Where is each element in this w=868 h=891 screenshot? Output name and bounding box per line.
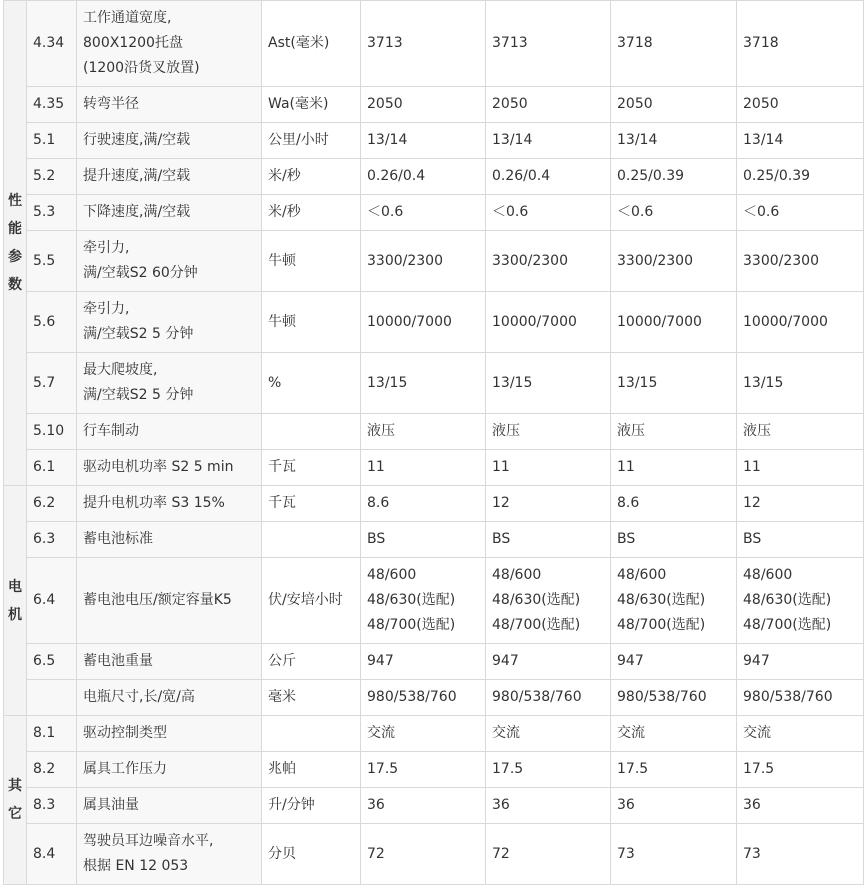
model-value-line: 交流 [743, 725, 771, 741]
model-value-1 [361, 231, 486, 292]
model-value-line: 73 [617, 845, 635, 862]
table-row [4, 195, 864, 231]
parameter-name [77, 680, 262, 716]
table-row [4, 87, 864, 123]
table-row [4, 159, 864, 195]
model-value-1 [361, 450, 486, 486]
row-number: 6.2 [27, 486, 77, 522]
table-row [4, 231, 864, 292]
parameter-name [77, 450, 262, 486]
parameter-name-line: 驱动电机功率 S2 5 min [83, 459, 234, 475]
model-value-line: 947 [617, 653, 644, 669]
model-value-3 [611, 1, 737, 87]
parameter-name [77, 824, 262, 885]
model-value-1 [361, 353, 486, 414]
model-value-line: 17.5 [367, 761, 399, 777]
model-value-2 [486, 486, 611, 522]
model-value-line: 17.5 [743, 761, 775, 777]
model-value-4 [737, 123, 864, 159]
parameter-name-line: 蓄电池重量 [83, 653, 153, 669]
model-value-line: 11 [743, 459, 761, 475]
model-value-4 [737, 231, 864, 292]
model-value-2 [486, 824, 611, 885]
parameter-unit: 牛顿 [262, 231, 361, 292]
model-value-line: 947 [743, 653, 770, 669]
model-value-line: 13/15 [367, 374, 408, 391]
model-value-2 [486, 644, 611, 680]
model-value-4 [737, 644, 864, 680]
row-number: 8.2 [27, 752, 77, 788]
parameter-name-line: 转弯半径 [83, 96, 139, 112]
table-row [4, 522, 864, 558]
model-value-line: 48/600 [617, 567, 667, 583]
model-value-4 [737, 522, 864, 558]
parameter-name-line: 提升电机功率 S3 15% [83, 495, 225, 511]
table-row [4, 558, 864, 644]
table-row [4, 414, 864, 450]
parameter-name [77, 195, 262, 231]
row-number: 5.3 [27, 195, 77, 231]
parameter-name [77, 788, 262, 824]
parameter-name [77, 486, 262, 522]
model-value-line: 3300/2300 [617, 252, 693, 269]
section-char: 参 [8, 249, 22, 265]
model-value-1 [361, 752, 486, 788]
model-value-line: 2050 [617, 96, 653, 112]
parameter-unit: 米/秒 [262, 159, 361, 195]
model-value-line: 13/14 [617, 132, 658, 148]
model-value-2 [486, 788, 611, 824]
parameter-name-line: 工作通道宽度, [83, 10, 172, 26]
model-value-line: 980/538/760 [367, 689, 457, 705]
model-value-line: 72 [492, 845, 510, 862]
row-number: 5.7 [27, 353, 77, 414]
parameter-name [77, 231, 262, 292]
section-char: 数 [8, 277, 22, 293]
model-value-3 [611, 752, 737, 788]
model-value-2 [486, 716, 611, 752]
parameter-name-line: 800X1200托盘 [83, 35, 183, 51]
model-value-3 [611, 644, 737, 680]
model-value-line: 12 [743, 495, 761, 511]
model-value-line: 72 [367, 845, 385, 862]
model-value-line: BS [492, 531, 511, 547]
model-value-4 [737, 87, 864, 123]
parameter-unit: 牛顿 [262, 292, 361, 353]
model-value-line: 947 [367, 653, 394, 669]
model-value-2 [486, 1, 611, 87]
model-value-line: 11 [617, 459, 635, 475]
model-value-1 [361, 522, 486, 558]
model-value-1 [361, 292, 486, 353]
model-value-1 [361, 159, 486, 195]
parameter-name-line: 属具油量 [83, 797, 139, 813]
model-value-line: 11 [367, 459, 385, 475]
model-value-line: 48/630(选配) [492, 592, 581, 608]
model-value-4 [737, 195, 864, 231]
model-value-line: 液压 [743, 423, 771, 439]
model-value-line: 36 [492, 797, 510, 813]
section-char: 能 [8, 221, 22, 237]
model-value-3 [611, 195, 737, 231]
model-value-line: 10000/7000 [367, 313, 452, 330]
model-value-line: 980/538/760 [617, 689, 707, 705]
model-value-line: 13/15 [492, 374, 533, 391]
parameter-name-line: 牵引力, [83, 301, 130, 317]
parameter-name [77, 414, 262, 450]
section-char: 电 [8, 578, 22, 595]
model-value-line: 36 [617, 797, 635, 813]
model-value-4 [737, 159, 864, 195]
parameter-name-line: (1200沿货叉放置) [83, 60, 200, 76]
model-value-line: ＜0.6 [743, 204, 780, 220]
model-value-line: 3713 [492, 35, 528, 51]
model-value-line: 2050 [743, 96, 779, 112]
parameter-name [77, 1, 262, 87]
row-number: 6.3 [27, 522, 77, 558]
model-value-2 [486, 231, 611, 292]
model-value-3 [611, 450, 737, 486]
model-value-4 [737, 558, 864, 644]
parameter-name-line: 牵引力, [83, 240, 130, 256]
model-value-line: 48/700(选配) [367, 617, 456, 633]
model-value-2 [486, 558, 611, 644]
parameter-name-line: 驾驶员耳边噪音水平, [83, 833, 214, 849]
model-value-2 [486, 522, 611, 558]
parameter-unit: 千瓦 [262, 486, 361, 522]
table-row [4, 824, 864, 885]
model-value-line: 3300/2300 [743, 252, 819, 269]
model-value-line: 48/630(选配) [367, 592, 456, 608]
table-row [4, 716, 864, 752]
model-value-4 [737, 1, 864, 87]
row-number: 5.10 [27, 414, 77, 450]
model-value-1 [361, 123, 486, 159]
model-value-line: 0.26/0.4 [367, 168, 426, 184]
model-value-3 [611, 824, 737, 885]
table-row [4, 486, 864, 522]
row-number: 4.35 [27, 87, 77, 123]
model-value-line: 13/14 [492, 132, 533, 148]
model-value-1 [361, 558, 486, 644]
parameter-name-line: 下降速度,满/空载 [83, 204, 191, 220]
parameter-name-line: 属具工作压力 [83, 761, 167, 777]
model-value-line: 13/15 [617, 374, 658, 391]
model-value-line: 8.6 [617, 495, 640, 511]
parameter-unit: 米/秒 [262, 195, 361, 231]
parameter-unit: 毫米 [262, 680, 361, 716]
model-value-4 [737, 680, 864, 716]
model-value-1 [361, 1, 486, 87]
parameter-unit [262, 716, 361, 752]
model-value-line: 13/14 [367, 132, 408, 148]
parameter-name-line: 行驶速度,满/空载 [83, 132, 191, 148]
model-value-line: 48/630(选配) [617, 592, 706, 608]
row-number: 6.4 [27, 558, 77, 644]
model-value-2 [486, 414, 611, 450]
model-value-line: 48/600 [492, 567, 542, 583]
model-value-2 [486, 87, 611, 123]
model-value-line: 947 [492, 653, 519, 669]
row-number: 5.2 [27, 159, 77, 195]
model-value-line: 10000/7000 [492, 313, 577, 330]
model-value-4 [737, 450, 864, 486]
parameter-name-line: 蓄电池电压/额定容量K5 [83, 592, 232, 608]
parameter-name-line: 提升速度,满/空载 [83, 168, 191, 184]
parameter-name [77, 752, 262, 788]
row-number [27, 680, 77, 716]
model-value-2 [486, 680, 611, 716]
section-char: 机 [8, 606, 22, 623]
table-row [4, 450, 864, 486]
parameter-name [77, 558, 262, 644]
table-row [4, 1, 864, 87]
model-value-3 [611, 486, 737, 522]
model-value-line: 3713 [367, 35, 403, 51]
section-char: 其 [8, 778, 22, 794]
section-label-performance [4, 1, 27, 486]
row-number: 4.34 [27, 1, 77, 87]
model-value-4 [737, 716, 864, 752]
row-number: 5.5 [27, 231, 77, 292]
parameter-unit: Wa(毫米) [262, 87, 361, 123]
parameter-name-line: 根据 EN 12 053 [83, 858, 189, 874]
model-value-line: 48/600 [367, 567, 417, 583]
section-label-motor [4, 486, 27, 716]
model-value-line: 0.25/0.39 [743, 168, 811, 184]
parameter-name [77, 644, 262, 680]
parameter-name-line: 电瓶尺寸,长/宽/高 [83, 689, 195, 705]
row-number: 6.1 [27, 450, 77, 486]
model-value-4 [737, 486, 864, 522]
model-value-4 [737, 353, 864, 414]
model-value-line: 17.5 [617, 761, 649, 777]
table-row [4, 680, 864, 716]
model-value-3 [611, 87, 737, 123]
model-value-line: BS [743, 531, 762, 547]
model-value-4 [737, 788, 864, 824]
model-value-2 [486, 159, 611, 195]
model-value-line: 980/538/760 [743, 689, 833, 705]
model-value-line: 980/538/760 [492, 689, 582, 705]
table-row [4, 292, 864, 353]
model-value-2 [486, 123, 611, 159]
model-value-line: 48/630(选配) [743, 592, 832, 608]
parameter-unit: 升/分钟 [262, 788, 361, 824]
row-number: 8.3 [27, 788, 77, 824]
model-value-line: 13/14 [743, 132, 784, 148]
parameter-unit [262, 522, 361, 558]
parameter-name [77, 292, 262, 353]
model-value-line: 0.25/0.39 [617, 168, 685, 184]
model-value-line: ＜0.6 [617, 204, 654, 220]
model-value-3 [611, 353, 737, 414]
table-row [4, 353, 864, 414]
model-value-line: 17.5 [492, 761, 524, 777]
model-value-2 [486, 353, 611, 414]
parameter-name-line: 满/空载S2 5 分钟 [83, 326, 194, 342]
model-value-3 [611, 716, 737, 752]
model-value-line: 36 [743, 797, 761, 813]
parameter-unit: Ast(毫米) [262, 1, 361, 87]
model-value-line: 8.6 [367, 495, 390, 511]
model-value-3 [611, 159, 737, 195]
parameter-unit [262, 414, 361, 450]
parameter-unit: 公里/小时 [262, 123, 361, 159]
parameter-unit: 兆帕 [262, 752, 361, 788]
model-value-2 [486, 752, 611, 788]
model-value-1 [361, 716, 486, 752]
model-value-3 [611, 788, 737, 824]
model-value-4 [737, 824, 864, 885]
model-value-3 [611, 522, 737, 558]
model-value-1 [361, 644, 486, 680]
model-value-line: 液压 [367, 423, 395, 439]
model-value-line: 48/700(选配) [617, 617, 706, 633]
parameter-name [77, 123, 262, 159]
parameter-name-line: 行车制动 [83, 423, 139, 439]
model-value-line: 3300/2300 [367, 252, 443, 269]
model-value-1 [361, 414, 486, 450]
model-value-line: 交流 [367, 725, 395, 741]
model-value-line: BS [617, 531, 636, 547]
model-value-1 [361, 87, 486, 123]
spec-table [3, 0, 864, 885]
parameter-name-line: 满/空载S2 5 分钟 [83, 387, 194, 403]
model-value-3 [611, 680, 737, 716]
model-value-4 [737, 292, 864, 353]
model-value-1 [361, 788, 486, 824]
parameter-unit: % [262, 353, 361, 414]
row-number: 6.5 [27, 644, 77, 680]
model-value-2 [486, 292, 611, 353]
model-value-3 [611, 231, 737, 292]
model-value-line: 10000/7000 [743, 313, 828, 330]
row-number: 5.1 [27, 123, 77, 159]
model-value-3 [611, 414, 737, 450]
parameter-name [77, 87, 262, 123]
model-value-4 [737, 414, 864, 450]
model-value-1 [361, 486, 486, 522]
model-value-2 [486, 195, 611, 231]
model-value-line: 交流 [492, 725, 520, 741]
section-char: 性 [8, 193, 22, 209]
parameter-unit: 公斤 [262, 644, 361, 680]
model-value-line: 液压 [492, 423, 520, 439]
parameter-name [77, 353, 262, 414]
model-value-line: 3718 [617, 35, 653, 51]
model-value-line: ＜0.6 [367, 204, 404, 220]
model-value-line: BS [367, 531, 386, 547]
model-value-line: 73 [743, 845, 761, 862]
parameter-name [77, 716, 262, 752]
parameter-name [77, 159, 262, 195]
model-value-line: 13/15 [743, 374, 784, 391]
parameter-unit: 分贝 [262, 824, 361, 885]
parameter-name-line: 驱动控制类型 [83, 725, 167, 741]
row-number: 8.4 [27, 824, 77, 885]
model-value-line: 交流 [617, 725, 645, 741]
model-value-line: ＜0.6 [492, 204, 529, 220]
parameter-name [77, 522, 262, 558]
model-value-line: 2050 [492, 96, 528, 112]
parameter-name-line: 满/空载S2 60分钟 [83, 265, 198, 281]
row-number: 5.6 [27, 292, 77, 353]
model-value-line: 12 [492, 495, 510, 511]
model-value-3 [611, 123, 737, 159]
model-value-1 [361, 680, 486, 716]
table-row [4, 123, 864, 159]
model-value-line: 10000/7000 [617, 313, 702, 330]
model-value-line: 2050 [367, 96, 403, 112]
table-row [4, 788, 864, 824]
model-value-line: 3300/2300 [492, 252, 568, 269]
model-value-line: 36 [367, 797, 385, 813]
model-value-3 [611, 292, 737, 353]
model-value-4 [737, 752, 864, 788]
section-char: 它 [8, 806, 22, 822]
model-value-1 [361, 195, 486, 231]
parameter-unit: 千瓦 [262, 450, 361, 486]
model-value-line: 液压 [617, 423, 645, 439]
parameter-name-line: 最大爬坡度, [83, 362, 158, 378]
table-row [4, 752, 864, 788]
model-value-line: 48/700(选配) [743, 617, 832, 633]
parameter-name-line: 蓄电池标准 [83, 531, 153, 547]
model-value-2 [486, 450, 611, 486]
model-value-line: 3718 [743, 35, 779, 51]
model-value-1 [361, 824, 486, 885]
model-value-line: 48/700(选配) [492, 617, 581, 633]
section-label-other [4, 716, 27, 885]
model-value-line: 0.26/0.4 [492, 168, 551, 184]
model-value-line: 11 [492, 459, 510, 475]
model-value-3 [611, 558, 737, 644]
parameter-unit: 伏/安培小时 [262, 558, 361, 644]
table-row [4, 644, 864, 680]
model-value-line: 48/600 [743, 567, 793, 583]
row-number: 8.1 [27, 716, 77, 752]
